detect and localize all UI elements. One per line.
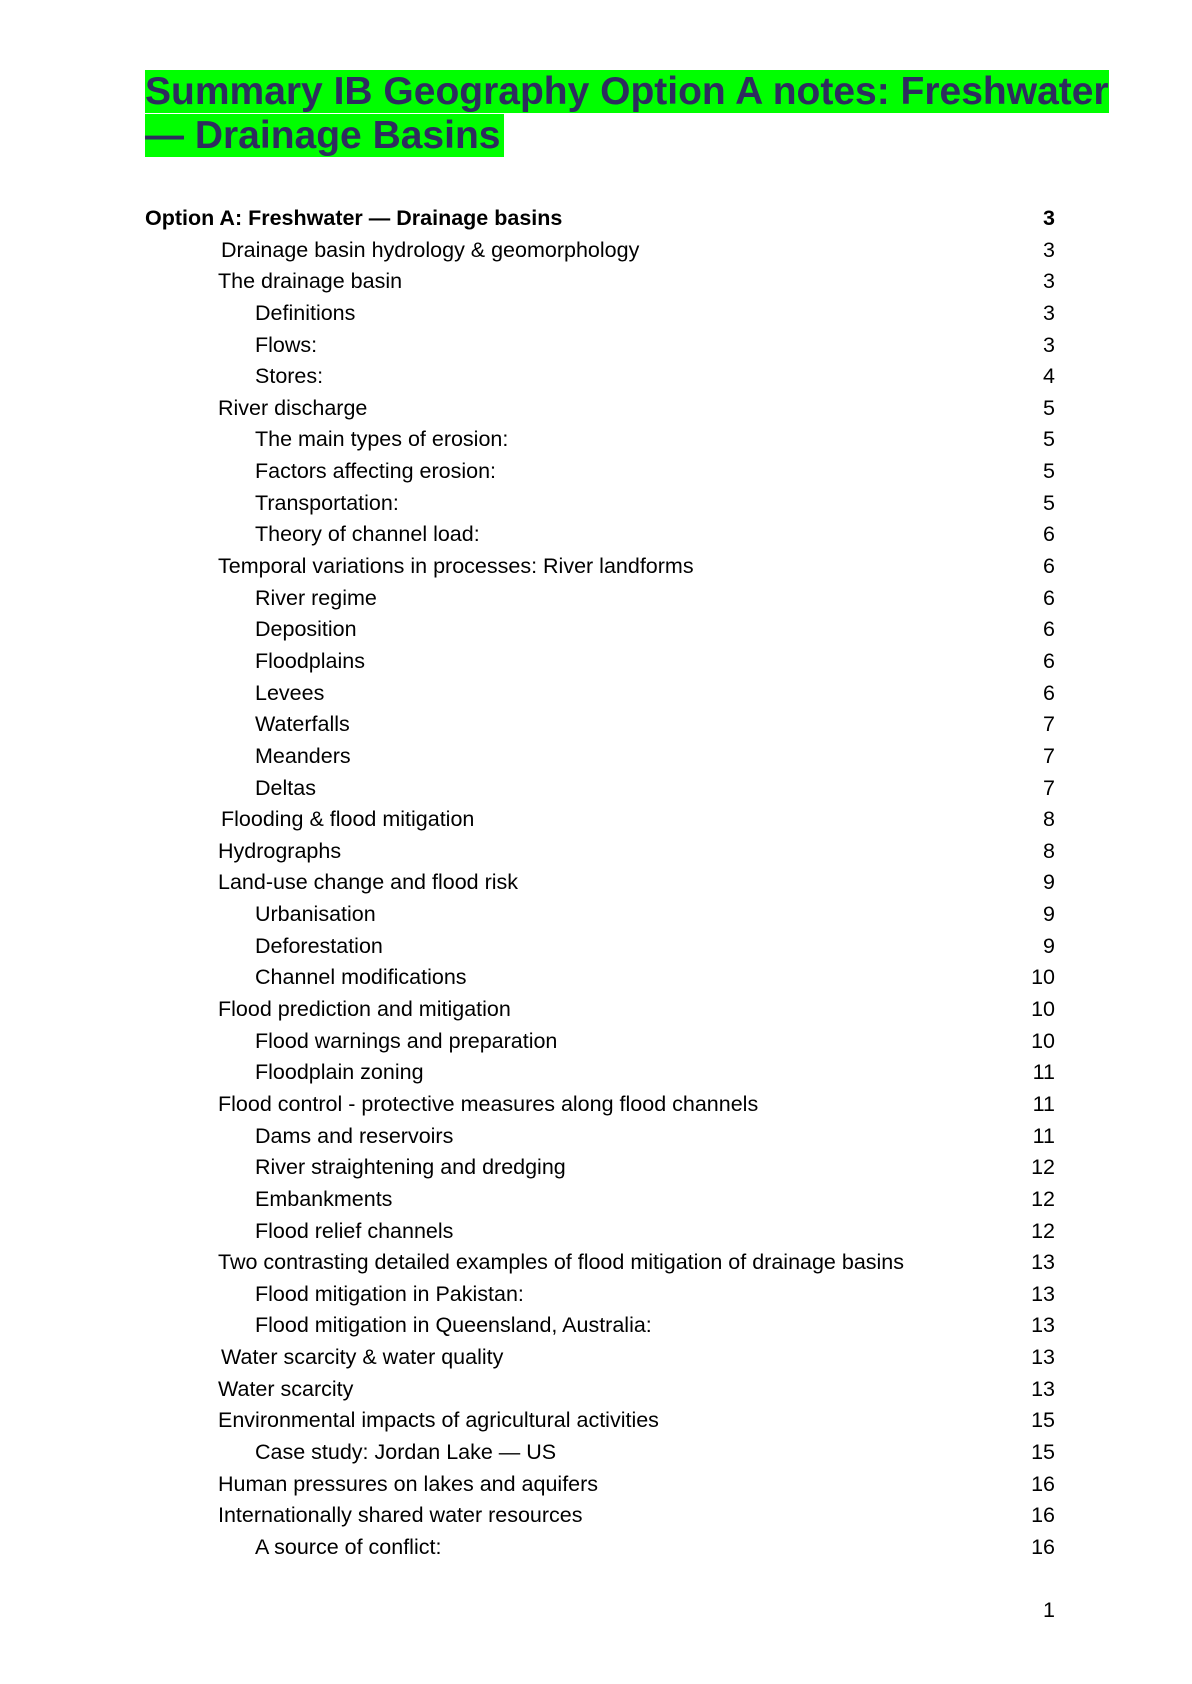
toc-entry[interactable]: [145, 488, 1055, 520]
toc-entry[interactable]: [145, 962, 1055, 994]
toc-entry-label[interactable]: Flood relief channels: [255, 1218, 454, 1243]
toc-entry[interactable]: [145, 1279, 1055, 1311]
toc-entry-page: 9: [1043, 933, 1055, 958]
toc-entry[interactable]: [145, 551, 1055, 583]
toc-entry-label[interactable]: The drainage basin: [218, 269, 403, 294]
toc-entry-page: 5: [1043, 427, 1055, 452]
toc-entry[interactable]: [145, 1216, 1055, 1248]
toc-entry-label[interactable]: Meanders: [255, 743, 351, 768]
toc-entry-label[interactable]: Deposition: [255, 617, 357, 642]
toc-entry-label[interactable]: Internationally shared water resources: [218, 1503, 583, 1528]
toc-entry-page: 3: [1043, 206, 1055, 230]
toc-entry[interactable]: [145, 1152, 1055, 1184]
table-of-contents: [145, 203, 1055, 1564]
toc-entry[interactable]: [145, 1247, 1055, 1279]
toc-entry-label[interactable]: Water scarcity: [218, 1376, 354, 1401]
toc-entry-label[interactable]: The main types of erosion:: [255, 427, 509, 452]
toc-entry-page: 6: [1043, 554, 1055, 579]
toc-entry-page: 11: [1032, 1091, 1055, 1116]
toc-entry-page: 11: [1032, 1060, 1055, 1085]
toc-entry[interactable]: [145, 330, 1055, 362]
toc-entry-page: 12: [1031, 1218, 1055, 1243]
toc-entry-page: 15: [1031, 1408, 1055, 1433]
toc-entry[interactable]: [145, 1310, 1055, 1342]
toc-entry-page: 16: [1031, 1534, 1055, 1559]
toc-entry-page: 6: [1043, 522, 1055, 547]
toc-entry-page: 7: [1043, 775, 1055, 800]
toc-entry[interactable]: [145, 773, 1055, 805]
toc-entry[interactable]: [145, 867, 1055, 899]
toc-entry-page: 13: [1031, 1281, 1055, 1306]
toc-entry-label[interactable]: Flood warnings and preparation: [255, 1028, 558, 1053]
toc-entry-label[interactable]: Levees: [255, 680, 325, 705]
toc-entry-page: 5: [1043, 459, 1055, 484]
toc-entry-label[interactable]: Flood mitigation in Pakistan:: [255, 1281, 524, 1306]
toc-entry-label[interactable]: Waterfalls: [255, 712, 350, 737]
toc-entry[interactable]: [145, 994, 1055, 1026]
toc-entry-label[interactable]: Embankments: [255, 1186, 393, 1211]
toc-entry-label[interactable]: Flood prediction and mitigation: [218, 997, 511, 1022]
toc-entry-label[interactable]: Theory of channel load:: [255, 522, 480, 547]
toc-entry-label[interactable]: Stores:: [255, 364, 324, 389]
toc-entry-label[interactable]: Flows:: [255, 332, 318, 357]
toc-entry[interactable]: [145, 836, 1055, 868]
toc-entry[interactable]: [145, 1089, 1055, 1121]
toc-entry-page: 6: [1043, 585, 1055, 610]
toc-entry[interactable]: [145, 235, 1055, 267]
toc-entry-label[interactable]: Flood mitigation in Queensland, Australia:: [255, 1313, 652, 1338]
toc-entry-page: 13: [1031, 1345, 1055, 1370]
toc-entry-label[interactable]: Water scarcity & water quality: [221, 1345, 504, 1370]
toc-entry-label[interactable]: Channel modifications: [255, 965, 467, 990]
toc-entry-page: 8: [1043, 807, 1055, 832]
toc-entry-label[interactable]: Environmental impacts of agricultural activities: [218, 1408, 659, 1433]
toc-entry[interactable]: [145, 361, 1055, 393]
toc-entry-label[interactable]: Hydrographs: [218, 838, 342, 863]
toc-entry-page: 4: [1043, 364, 1055, 389]
toc-entry-label[interactable]: Flooding & flood mitigation: [221, 807, 475, 832]
toc-entry-page: 3: [1043, 332, 1055, 357]
toc-entry[interactable]: [145, 741, 1055, 773]
toc-entry[interactable]: [145, 1121, 1055, 1153]
toc-entry-label[interactable]: Floodplain zoning: [255, 1060, 424, 1085]
toc-entry[interactable]: [145, 1057, 1055, 1089]
toc-entry[interactable]: [145, 424, 1055, 456]
toc-entry-page: 10: [1031, 965, 1055, 990]
toc-entry-page: 16: [1031, 1471, 1055, 1496]
toc-entry-label[interactable]: River discharge: [218, 395, 368, 420]
toc-entry[interactable]: [145, 931, 1055, 963]
toc-entry[interactable]: [145, 1532, 1055, 1564]
toc-entry[interactable]: [145, 1437, 1055, 1469]
toc-entry-page: 13: [1031, 1313, 1055, 1338]
toc-entry-label[interactable]: River regime: [255, 585, 377, 610]
toc-entry-label[interactable]: Urbanisation: [255, 902, 376, 927]
toc-entry[interactable]: [145, 1026, 1055, 1058]
toc-entry-page: 10: [1031, 1028, 1055, 1053]
toc-entry[interactable]: [145, 203, 1055, 235]
toc-entry-page: 3: [1043, 237, 1055, 262]
toc-entry-label[interactable]: Deforestation: [255, 933, 383, 958]
toc-entry-page: 12: [1031, 1155, 1055, 1180]
toc-entry-label[interactable]: River straightening and dredging: [255, 1155, 566, 1180]
toc-entry-label[interactable]: Transportation:: [255, 490, 399, 515]
toc-entry-page: 3: [1043, 269, 1055, 294]
toc-entry-page: 13: [1031, 1376, 1055, 1401]
document-title: [145, 70, 1135, 158]
toc-entry-label[interactable]: Drainage basin hydrology & geomorphology: [221, 237, 640, 262]
toc-entry[interactable]: [145, 583, 1055, 615]
toc-entry[interactable]: [145, 1500, 1055, 1532]
toc-entry-label[interactable]: Floodplains: [255, 648, 365, 673]
toc-entry-page: 7: [1043, 743, 1055, 768]
toc-entry-label[interactable]: Two contrasting detailed examples of flood mitigation of drainage basins: [218, 1250, 905, 1275]
document-title-text: Summary IB Geography Option A notes: Freshwater — Drainage Basins: [145, 70, 1109, 157]
toc-entry[interactable]: [145, 804, 1055, 836]
toc-entry-label[interactable]: Deltas: [255, 775, 316, 800]
toc-entry-page: 6: [1043, 617, 1055, 642]
toc-entry-page: 7: [1043, 712, 1055, 737]
toc-entry[interactable]: [145, 393, 1055, 425]
toc-entry-page: 5: [1043, 395, 1055, 420]
toc-entry-page: 9: [1043, 902, 1055, 927]
toc-entry-page: 16: [1031, 1503, 1055, 1528]
toc-entry[interactable]: [145, 678, 1055, 710]
toc-entry-page: 10: [1031, 997, 1055, 1022]
toc-entry[interactable]: [145, 298, 1055, 330]
toc-entry[interactable]: [145, 646, 1055, 678]
toc-entry-label[interactable]: Flood control - protective measures along flood channels: [218, 1091, 759, 1116]
toc-entry-page: 9: [1043, 870, 1055, 895]
toc-entry-label[interactable]: Land-use change and flood risk: [218, 870, 519, 895]
toc-entry-label[interactable]: Factors affecting erosion:: [255, 459, 497, 484]
toc-entry-page: 5: [1043, 490, 1055, 515]
toc-entry[interactable]: [145, 899, 1055, 931]
toc-entry[interactable]: [145, 709, 1055, 741]
toc-entry-label[interactable]: Case study: Jordan Lake — US: [255, 1439, 557, 1464]
page-number: 1: [1043, 1598, 1055, 1622]
toc-entry[interactable]: [145, 614, 1055, 646]
toc-entry-page: 3: [1043, 300, 1055, 325]
toc-entry[interactable]: [145, 1342, 1055, 1374]
toc-entry[interactable]: [145, 266, 1055, 298]
toc-entry-page: 15: [1031, 1439, 1055, 1464]
toc-entry[interactable]: [145, 1405, 1055, 1437]
toc-entry-page: 13: [1031, 1250, 1055, 1275]
toc-entry-page: 8: [1043, 838, 1055, 863]
toc-entry-label[interactable]: Dams and reservoirs: [255, 1123, 454, 1148]
toc-entry[interactable]: [145, 1374, 1055, 1406]
toc-entry[interactable]: [145, 519, 1055, 551]
toc-entry-label[interactable]: Option A: Freshwater — Drainage basins: [145, 206, 563, 230]
toc-entry-label[interactable]: Temporal variations in processes: River landforms: [218, 554, 694, 579]
toc-entry[interactable]: [145, 1469, 1055, 1501]
toc-entry-label[interactable]: A source of conflict:: [255, 1534, 442, 1559]
toc-entry-label[interactable]: Definitions: [255, 300, 356, 325]
toc-entry-page: 12: [1031, 1186, 1055, 1211]
toc-entry[interactable]: [145, 1184, 1055, 1216]
toc-entry-page: 6: [1043, 680, 1055, 705]
toc-entry-label[interactable]: Human pressures on lakes and aquifers: [218, 1471, 599, 1496]
toc-entry-page: 11: [1032, 1123, 1055, 1148]
toc-entry[interactable]: [145, 456, 1055, 488]
toc-entry-page: 6: [1043, 648, 1055, 673]
